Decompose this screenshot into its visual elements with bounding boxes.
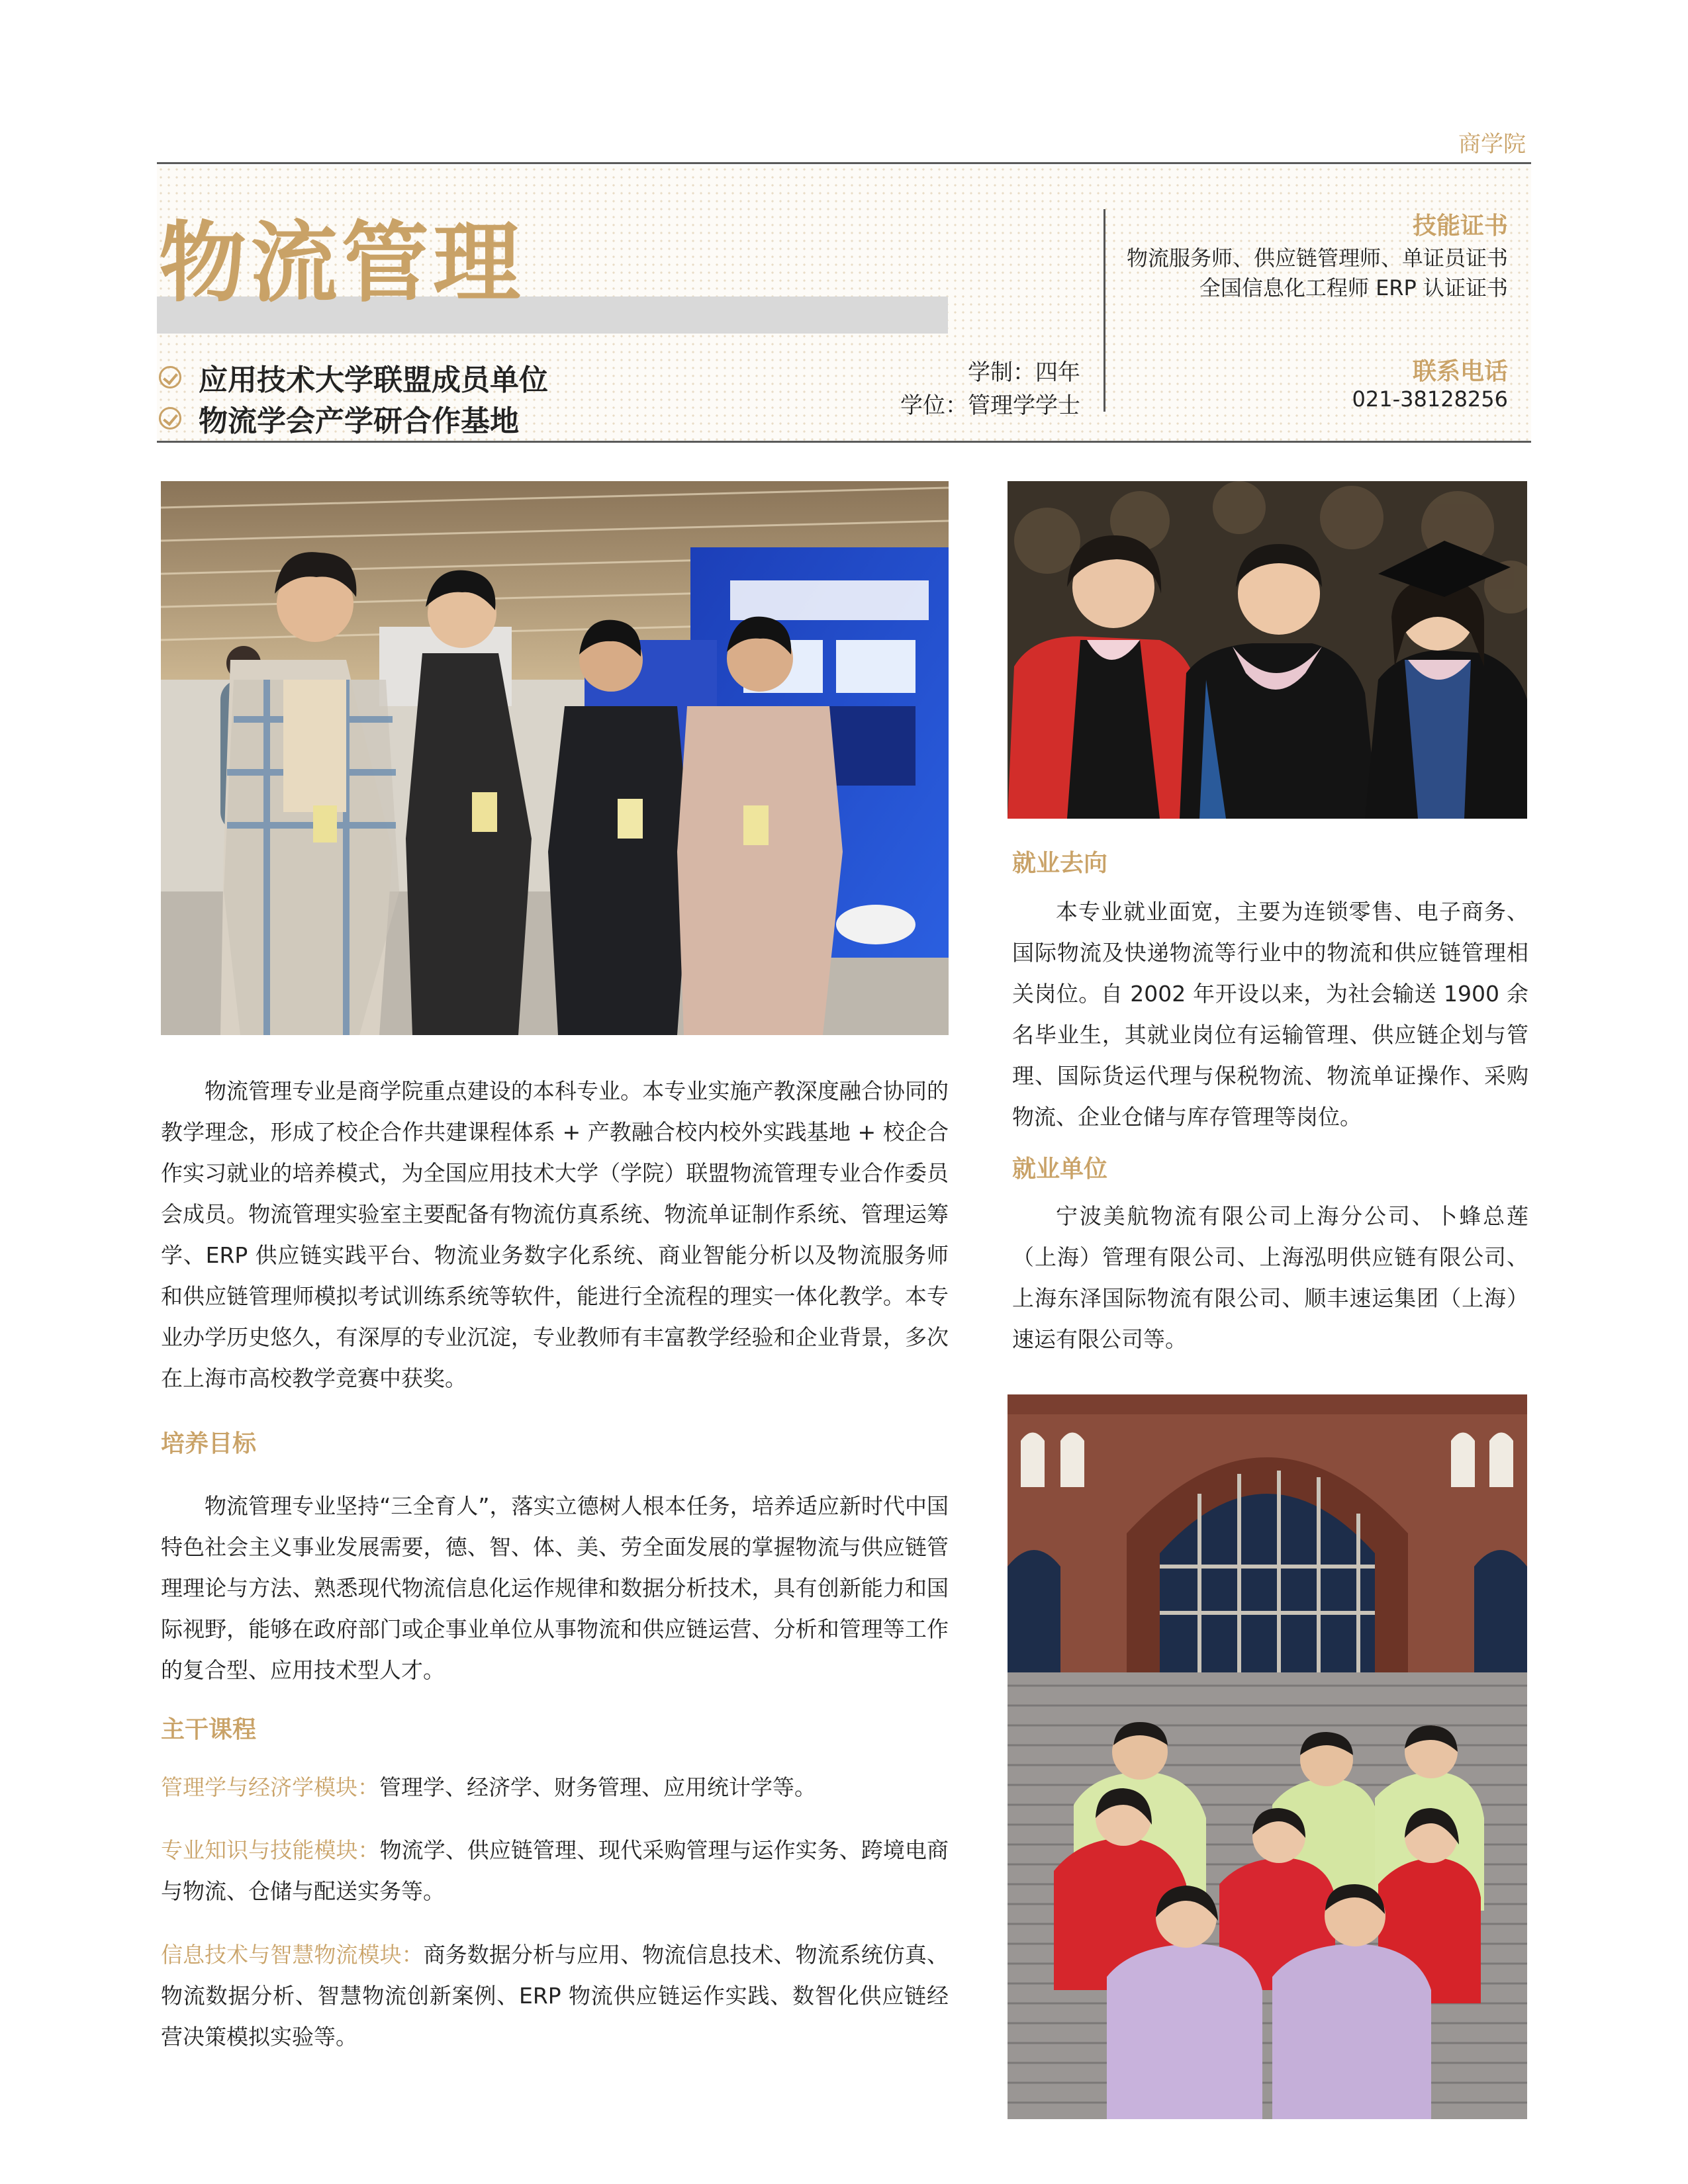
course-module-label: 管理学与经济学模块： — [161, 1774, 379, 1800]
cert-line-1: 物流服务师、供应链管理师、单证员证书 — [1126, 246, 1508, 271]
course-module-text: 商务数据分析与应用、物流信息技术、物流系统仿真、物流数据分析、智慧物流创新案例、ERP 物流供应链运作实践、数智化供应链经营决策模拟实验等。 — [161, 1942, 949, 2050]
duration-label: 学制：四年 — [968, 359, 1080, 386]
photo-students-expo — [161, 481, 949, 1035]
course-module-text: 管理学、经济学、财务管理、应用统计学等。 — [379, 1774, 816, 1800]
employers-text: 宁波美航物流有限公司上海分公司、卜蜂总莲（上海）管理有限公司、上海泓明供应链有限公司、上海东泽国际物流有限公司、顺丰速运集团（上海）速运有限公司等。 — [1012, 1203, 1528, 1352]
bullet-text: 应用技术大学联盟成员单位 — [199, 363, 548, 397]
course-module-3 — [161, 1934, 949, 2058]
cert-heading: 技能证书 — [1412, 212, 1508, 240]
course-module-label: 信息技术与智慧物流模块： — [161, 1942, 424, 1968]
department-label: 商学院 — [1458, 131, 1526, 158]
degree-label: 学位：管理学学士 — [900, 392, 1080, 419]
employment-text: 本专业就业面宽，主要为连锁零售、电子商务、国际物流及快递物流等行业中的物流和供应链管理相关岗位。自 2002 年开设以来，为社会输送 1900 余名毕业生，其就业岗位有运输管理、供应链企划与管理、国际货运代理与保税物流、物流单证操作、采购物流、企业仓储与库存管理等岗位。 — [1012, 899, 1528, 1130]
photo-graduation — [1008, 481, 1527, 819]
header-vertical-divider — [1103, 209, 1105, 412]
course-module-text: 物流学、供应链管理、现代采购管理与运作实务、跨境电商与物流、仓储与配送实务等。 — [161, 1837, 949, 1904]
bullet-research-base — [159, 397, 519, 439]
phone-heading: 联系电话 — [1412, 358, 1508, 385]
goal-text: 物流管理专业坚持“三全育人”，落实立德树人根本任务，培养适应新时代中国特色社会主义事业发展需要，德、智、体、美、劳全面发展的掌握物流与供应链管理理论与方法、熟悉现代物流信息化运作规律和数据分析技术，具有创新能力和国际视野，能够在政府部门或企事业单位从事物流和供应链运营、分析和管理等工作的复合型、应用技术型人才。 — [161, 1493, 949, 1683]
check-circle-icon — [159, 407, 181, 430]
intro-paragraph: 物流管理专业是商学院重点建设的本科专业。本专业实施产教深度融合协同的教学理念，形成了校企合作共建课程体系 + 产教融合校内校外实践基地 + 校企合作实习就业的培养模式，为全国应用技术大学（学院）联盟物流管理专业合作委员会成员。物流管理实验室主要配备有物流仿真系统、物流单证制作系统、管理运筹学、ERP 供应链实践平台、物流业务数字化系统、商业智能分析以及物流服务师和供应链管理师模拟考试训练系统等软件，能进行全流程的理实一体化教学。本专业办学历史悠久，有深厚的专业沉淀，专业教师有丰富教学经验和企业背景，多次在上海市高校教学竞赛中获奖。 — [161, 1078, 949, 1391]
course-module-label: 专业知识与技能模块： — [161, 1837, 380, 1863]
cert-line-2: 全国信息化工程师 ERP 认证证书 — [1199, 275, 1508, 300]
check-circle-icon — [159, 366, 181, 388]
bullet-alliance — [159, 356, 548, 398]
courses-heading: 主干课程 — [161, 1716, 257, 1743]
employment-heading: 就业去向 — [1012, 850, 1108, 877]
header-bottom-rule — [157, 441, 1531, 443]
course-module-2 — [161, 1830, 949, 1912]
phone-number: 021-38128256 — [1352, 387, 1508, 412]
employers-heading: 就业单位 — [1012, 1156, 1108, 1183]
photo-faculty-group — [1008, 1394, 1527, 2119]
goal-heading: 培养目标 — [161, 1430, 257, 1457]
top-rule — [157, 162, 1531, 164]
course-module-1 — [161, 1767, 949, 1808]
bullet-text: 物流学会产学研合作基地 — [199, 404, 519, 438]
page-title: 物流管理 — [159, 212, 524, 314]
